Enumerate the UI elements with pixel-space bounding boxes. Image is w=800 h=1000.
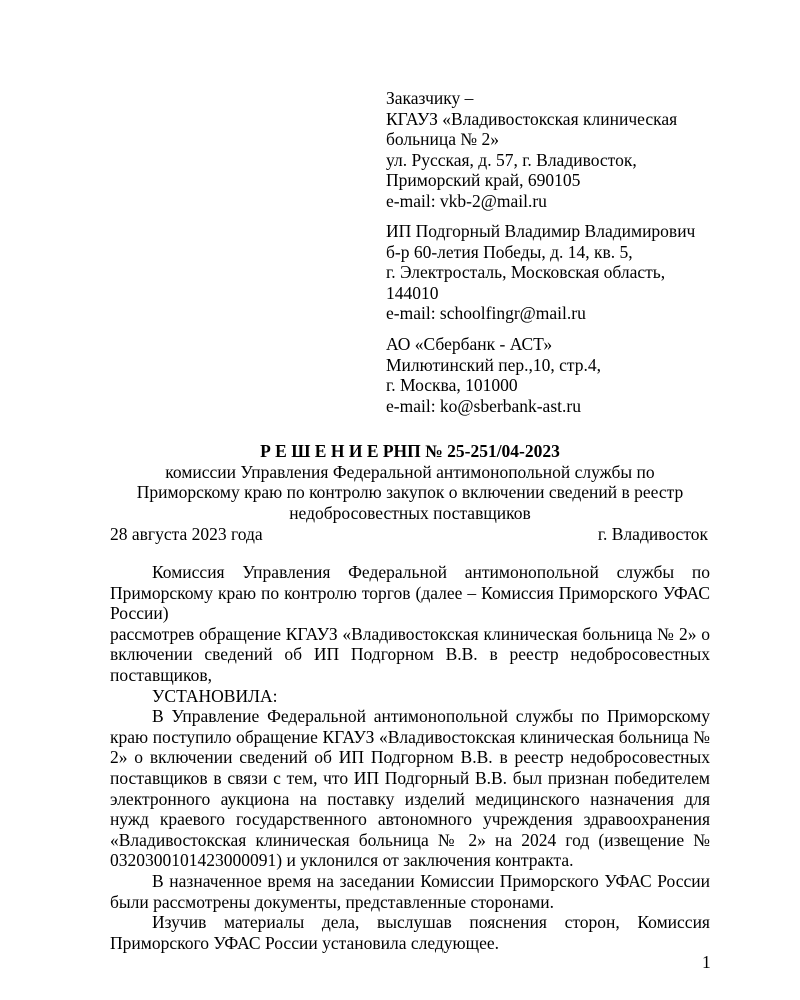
recipient-line: г. Москва, 101000	[386, 375, 518, 396]
body-paragraph-appeal: В Управление Федеральной антимонопольной службы по Приморскому краю поступило обращение КГАУЗ «Владивостокская клиническая больница № 2» о включении сведений об ИП Подгорном В.В. в реестр недобросовестных поставщиков в связи с тем, что ИП Подгорный В.В. был признан победителем электронного аукциона на поставку изделий медицинского назначения для нужд краевого государственного автономного учреждения здравоохранения «Владивостокская клиническая больница № 2» на 2024 год (извещение № 0320300101423000091) и уклонился от заключения контракта.	[110, 706, 710, 871]
decision-subtitle-line: недобросовестных поставщиков	[289, 502, 531, 523]
decision-subtitle-line: комиссии Управления Федеральной антимонопольной службы по	[165, 461, 655, 482]
recipient-supplier	[386, 221, 746, 324]
date-place-line	[110, 524, 708, 545]
recipient-line: больница № 2»	[386, 129, 499, 150]
body-paragraph-documents: В назначенное время на заседании Комиссии Приморского УФАС России были рассмотрены документы, представленные сторонами.	[110, 870, 710, 912]
decision-date: 28 августа 2023 года	[110, 524, 263, 544]
decision-body	[110, 562, 710, 953]
decision-subtitle-line: Приморскому краю по контролю закупок о включении сведений в реестр	[136, 482, 684, 503]
recipient-customer	[386, 88, 746, 212]
body-paragraph-considered: рассмотрев обращение КГАУЗ «Владивостокская клиническая больница № 2» о включении сведений об ИП Подгорном В.В. в реестр недобросовестных поставщиков,	[110, 623, 710, 685]
recipient-email: e-mail: ko@sberbank-ast.ru	[386, 395, 581, 416]
body-paragraph-findings: Изучив материалы дела, выслушав пояснения сторон, Комиссия Приморского УФАС России установила следующее.	[110, 912, 710, 953]
recipient-line: 144010	[386, 282, 439, 303]
decision-title: Р Е Ш Е Н И Е РНП № 25-251/04-2023	[260, 441, 560, 461]
recipient-line: КГАУЗ «Владивостокская клиническая	[386, 108, 678, 129]
recipient-line: Приморский край, 690105	[386, 170, 581, 191]
recipient-email: e-mail: schoolfingr@mail.ru	[386, 303, 586, 324]
recipient-platform	[386, 334, 746, 416]
recipient-line: Милютинский пер.,10, стр.4,	[386, 354, 602, 375]
recipient-line: АО «Сбербанк - АСТ»	[386, 334, 553, 354]
body-paragraph-commission: Комиссия Управления Федеральной антимонопольной службы по Приморскому краю по контролю торгов (далее – Комиссия Приморского УФАС России)	[110, 562, 710, 624]
recipient-line: б-р 60-летия Победы, д. 14, кв. 5,	[386, 241, 633, 262]
recipient-email: e-mail: vkb-2@mail.ru	[386, 190, 547, 211]
decision-heading	[110, 441, 710, 523]
recipient-line: ИП Подгорный Владимир Владимирович	[386, 221, 696, 241]
page-number: 1	[702, 952, 711, 972]
body-paragraph-established: УСТАНОВИЛА:	[152, 685, 278, 706]
recipient-line: Заказчику –	[386, 88, 474, 108]
recipient-line: ул. Русская, д. 57, г. Владивосток,	[386, 149, 637, 170]
recipient-line: г. Электросталь, Московская область,	[386, 262, 666, 283]
decision-place: г. Владивосток	[597, 524, 708, 544]
